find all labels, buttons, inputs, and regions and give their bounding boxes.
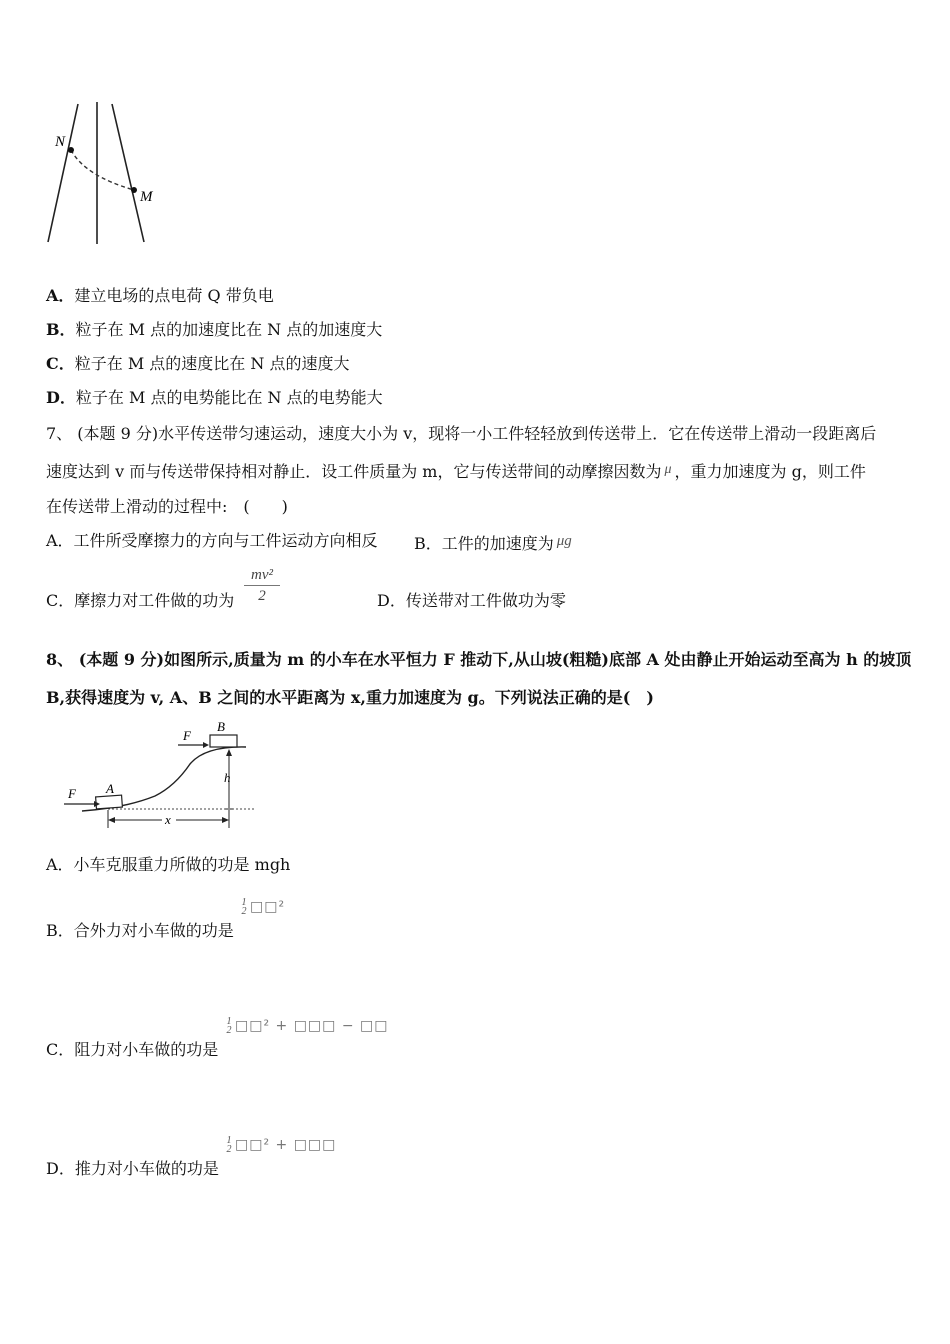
q6-option-d-key: D． — [46, 388, 76, 407]
height-arrowhead-top — [226, 749, 232, 756]
q8-option-b-formula: □□² — [250, 899, 286, 915]
q7-option-c-numerator: mv² — [251, 567, 273, 583]
q6-option-a — [46, 286, 274, 306]
q6-option-c — [46, 354, 349, 374]
q8-stem-line2: B,获得速度为 v, A、B 之间的水平距离为 x,重力加速度为 g。下列说法正确的是( ) — [46, 688, 654, 707]
half-numerator: 1 — [226, 1016, 232, 1027]
left-field-line — [48, 104, 78, 242]
q8-option-c: C．阻力对小车做的功是 — [46, 1040, 219, 1059]
q7-option-a: A．工件所受摩擦力的方向与工件运动方向相反 — [46, 531, 378, 550]
q7-option-b-formula: μg — [556, 533, 572, 549]
q7-option-c-denominator: 2 — [258, 588, 266, 604]
q6-option-b-key: B． — [46, 320, 76, 339]
slope-figure — [60, 716, 260, 831]
q7-option-b-text: B．工件的加速度为 — [414, 534, 554, 553]
cart-b — [210, 735, 237, 747]
q7-mu-symbol: μ — [664, 462, 672, 477]
label-b: B — [217, 719, 225, 734]
q7-option-c-fraction — [244, 566, 280, 605]
q7-stem-line2-a: 速度达到 v 而与传送带保持相对静止．设工件质量为 m，它与传送带间的动摩擦因数为 — [46, 462, 662, 481]
cart-a — [96, 795, 123, 809]
q7-option-b — [414, 531, 572, 554]
q7-stem-line2-b: ，重力加速度为 g，则工件 — [674, 462, 866, 481]
half-numerator: 1 — [226, 1135, 232, 1146]
point-n-dot — [68, 147, 74, 153]
q6-option-c-key: C． — [46, 354, 75, 373]
x-arrowhead-right — [222, 817, 229, 823]
label-x: x — [165, 812, 171, 827]
q7-option-d: D．传送带对工件做功为零 — [377, 591, 566, 610]
q8-option-b: B．合外力对小车做的功是 — [46, 921, 234, 940]
q8-option-b-half — [240, 898, 248, 916]
right-field-line — [112, 104, 144, 242]
half-denominator: 2 — [241, 906, 247, 917]
q6-option-d — [46, 388, 383, 408]
half-denominator: 2 — [226, 1144, 232, 1155]
q8-option-c-formula: □□² + □□□ − □□ — [235, 1018, 389, 1034]
q7-stem-line1: 7、 (本题 9 分)水平传送带匀速运动，速度大小为 v，现将一小工件轻轻放到传送带上．它在传送带上滑动一段距离后 — [46, 424, 877, 443]
q6-option-a-key: A． — [46, 286, 75, 305]
q7-option-c: C．摩擦力对工件做的功为 — [46, 591, 235, 610]
q7-stem-line2 — [46, 460, 866, 482]
q6-option-a-text: 建立电场的点电荷 Q 带负电 — [74, 286, 274, 305]
half-denominator: 2 — [226, 1025, 232, 1036]
q8-option-a: A．小车克服重力所做的功是 mgh — [46, 855, 291, 874]
x-arrowhead-left — [108, 817, 115, 823]
force-arrowhead-top — [203, 742, 209, 748]
q6-option-b-text: 粒子在 M 点的加速度比在 N 点的加速度大 — [75, 320, 383, 339]
q6-option-d-text: 粒子在 M 点的电势能比在 N 点的电势能大 — [75, 388, 383, 407]
q7-stem-line3: 在传送带上滑动的过程中: ( ) — [46, 497, 288, 516]
point-m-dot — [131, 187, 137, 193]
q8-option-c-half — [225, 1017, 233, 1035]
q8-stem-line1: 8、 (本题 9 分)如图所示,质量为 m 的小车在水平恒力 F 推动下,从山坡(粗糙)底部 A 处由静止开始运动至高为 h 的坡顶 — [46, 650, 912, 669]
q6-option-b — [46, 320, 382, 340]
label-f-top: F — [183, 728, 191, 743]
q8-option-d-formula: □□² + □□□ — [235, 1137, 337, 1153]
label-a: A — [106, 781, 114, 796]
q6-option-c-text: 粒子在 M 点的速度比在 N 点的速度大 — [74, 354, 350, 373]
label-f-bottom: F — [68, 786, 76, 801]
fraction-bar — [244, 585, 280, 586]
q8-option-d-half — [225, 1136, 233, 1154]
label-h: h — [224, 770, 231, 785]
field-line-figure — [40, 98, 170, 248]
q8-option-d: D．推力对小车做的功是 — [46, 1159, 219, 1178]
label-n: N — [55, 134, 66, 150]
label-m: M — [140, 189, 153, 205]
half-numerator: 1 — [241, 897, 247, 908]
